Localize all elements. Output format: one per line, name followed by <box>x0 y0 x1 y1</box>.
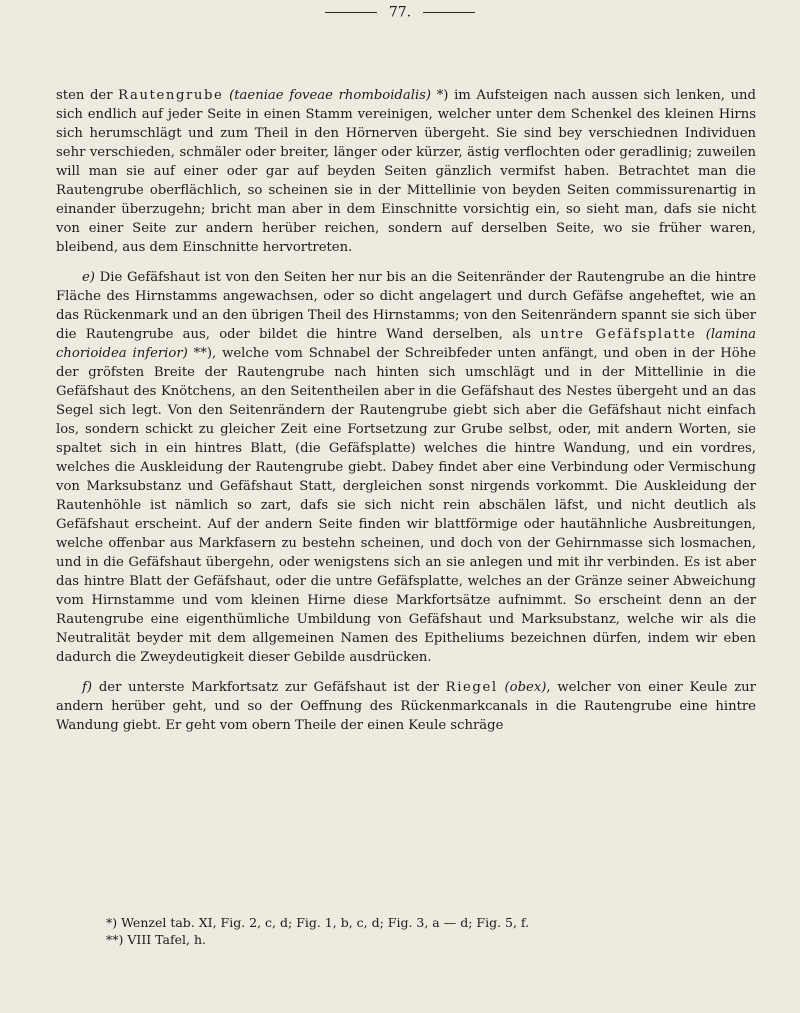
header-rule-left <box>325 12 377 13</box>
text-run: der unterste Markfortsatz zur Gefäfshaut ist der <box>92 680 446 695</box>
text-run: *) im Aufsteigen nach aussen sich lenken, und sich endlich auf jeder Seite in einen Stamm vereinigen, welcher unter dem Schenkel des kleinen Hirns sich herumschlägt und zum Theil in den Hörnerven übergeht. Sie sind bey verschiednen Individuen sehr verschieden, schmäler oder breiter, länger oder kürzer, ästig verflochten oder geradlinig; zuweilen will man sie auf einer oder gar auf beyden Seiten gänzlich vermifst haben. Betrachtet man die Rautengrube oberflächlich, so scheinen sie in der Mittellinie von beyden Seiten commissurenartig in einander überzugehn; bricht man aber in dem Einschnitte vorsichtig ein, so sieht man, dafs sie nicht von einer Seite zur andern herüber reichen, sondern auf derselben Seite, wo sie früher waren, bleibend, aus dem Einschnitte hervortreten. <box>56 88 756 255</box>
text-run: **), welche vom Schnabel der Schreibfeder unten anfängt, und oben in der Höhe der gröfsten Breite der Rautengrube nach hinten sich umschlägt und in der Mittellinie in die Gefäfshaut des Knötchens, an den Seitentheilen aber in die Gefäfshaut des Nestes übergeht und an das Segel sich legt. Von den Seitenrändern der Rautengrube giebt sich aber die Gefäfshaut nicht einfach los, sondern schickt zu gleicher Zeit eine Fortsetzung zur Grube selbst, oder, mit andern Worten, sie spaltet sich in ein hintres Blatt, (die Gefäfsplatte) welches die hintre Wandung, und ein vordres, welches die Auskleidung der Rautengrube giebt. Dabey findet aber eine Verbindung oder Vermischung von Marksubstanz und Gefäfshaut Statt, dergleichen sonst nirgends vorkommt. Die Auskleidung der Rautenhöhle ist nämlich so zart, dafs sie sich nicht rein abschälen läfst, und nicht deutlich als Gefäfshaut erscheint. Auf der andern Seite finden wir blattförmige oder hautähnliche Ausbreitungen, welche offenbar aus Markfasern zu bestehn scheinen, und doch von der Gehirnmasse sich losmachen, und in die Gefäfshaut übergehn, oder wenigstens sich an sie anlegen und mit ihr verbinden. Es ist aber das hintre Blatt der Gefäfshaut, oder die untre Gefäfsplatte, welches an der Gränze seiner Abweichung vom Hirnstamme und vom kleinen Hirne diese Markfortsätze aufnimmt. So erscheint denn an der Rautengrube eine eigenthümliche Umbildung von Gefäfshaut und Marksubstanz, welche wir als die Neutralität beyder mit dem allgemeinen Namen des Epitheliums bezeichnen dürfen, indem wir eben dadurch die Zweydeutigkeit dieser Gebilde ausdrücken. <box>56 346 756 665</box>
footnotes <box>106 914 756 948</box>
spaced-term: untre Gefäfsplatte <box>540 327 697 342</box>
page-number: 77. <box>388 4 412 21</box>
spaced-term: Riegel <box>445 680 498 695</box>
text-run: Die Gefäfshaut ist von den Seiten her nur bis an die Seitenränder der Rautengrube an die hintre Fläche des Hirnstamms angewachsen, oder so dicht angelagert und durch Gefäfse angeheftet, wie an das Rückenmark und an den übrigen Theil des Hirnstamms; von den Seitenrändern spannt sie sich über die Rautengrube aus, oder bildet die hintre Wand derselben, als <box>56 270 756 342</box>
paragraph-label: f) <box>82 680 93 695</box>
latin-term: (lamina chorioidea inferior) <box>56 327 756 361</box>
header-rule-right <box>423 12 475 13</box>
latin-term: (taeniae foveae rhomboidalis) <box>229 88 432 103</box>
body-text <box>56 86 756 746</box>
paragraph-f <box>56 678 756 735</box>
paragraph-e <box>56 268 756 667</box>
paragraph-1 <box>56 86 756 257</box>
latin-term: (obex) <box>504 680 547 695</box>
paragraph-label: e) <box>82 270 95 285</box>
page-header <box>0 2 800 21</box>
footnote-1: *) Wenzel tab. XI, Fig. 2, c, d; Fig. 1, b, c, d; Fig. 3, a — d; Fig. 5, f. <box>106 915 530 930</box>
text-run: sten der <box>56 88 119 103</box>
text-run <box>498 680 505 695</box>
text-run: , welcher von einer Keule zur andern herüber geht, und so der Oeffnung des Rückenmarkcanals in die Rautengrube eine hintre Wandung giebt. Er geht vom obern Theile der einen Keule schräge <box>56 680 756 733</box>
text-run <box>696 327 705 342</box>
spaced-term: Rautengrube <box>118 88 224 103</box>
footnote-2: **) VIII Tafel, h. <box>106 932 206 947</box>
